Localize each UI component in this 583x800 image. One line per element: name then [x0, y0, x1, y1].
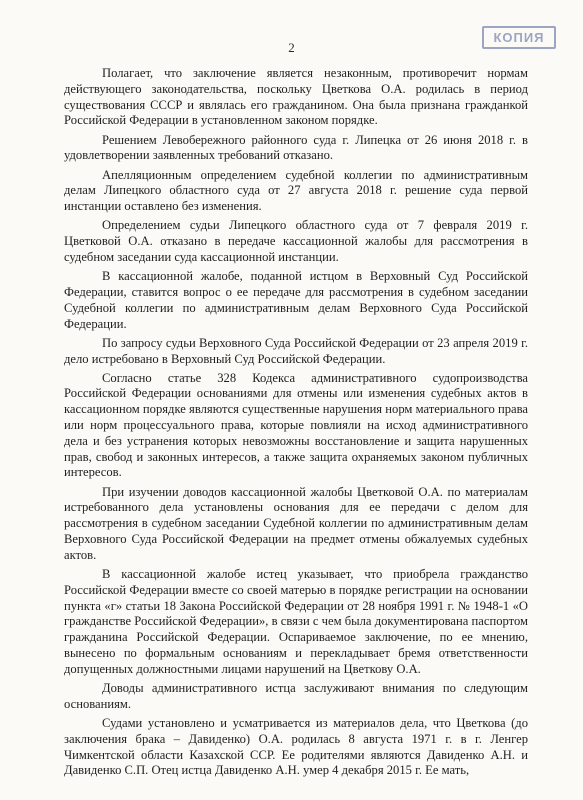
paragraph: Судами установлено и усматривается из материалов дела, что Цветкова (до заключения брака – Давиденко) О.А. родилась 8 августа 1971 г. в г. Ленгер Чимкентской области Казахской ССР. Ее родителями являются Давиденко А.Н. и Давиденко С.П. Отец истца Давиденко А.Н. умер 4 декабря 2015 г. Ее мать, [64, 715, 528, 778]
copy-stamp: КОПИЯ [482, 26, 556, 49]
paragraph: Апелляционным определением судебной коллегии по административным делам Липецкого областного суда от 27 августа 2018 г. решение суда первой инстанции оставлено без изменения. [64, 167, 528, 214]
paragraph: В кассационной жалобе истец указывает, что приобрела гражданство Российской Федерации вместе со своей матерью в порядке регистрации на основании пункта «г» статьи 18 Закона Российской Федерации от 28 ноября 1991 г. № 1948-1 «О гражданстве Российской Федерации», в связи с чем была документирована паспортом гражданина Российской Федерации. Оспариваемое заключение, по ее мнению, вынесено по формальным основаниям и перекладывает бремя ответственности допущенных должностными лицами нарушений на Цветкову О.А. [64, 567, 528, 676]
document-body [64, 66, 528, 783]
paragraph: Доводы административного истца заслуживают внимания по следующим основаниям. [64, 681, 528, 711]
paragraph: Согласно статье 328 Кодекса административного судопроизводства Российской Федерации основаниями для отмены или изменения судебных актов в кассационном порядке являются существенные нарушения норм материального права или норм процессуального права, которые повлияли на исход административного дела и без устранения которых невозможны восстановление и защита нарушенных прав, свобод и законных интересов, а также защита охраняемых законом публичных интересов. [64, 370, 528, 480]
paragraph: При изучении доводов кассационной жалобы Цветковой О.А. по материалам истребованного дела установлены основания для ее передачи с делом для рассмотрения в судебном заседании Судебной коллегии по административным делам Верховного Суда Российской Федерации на предмет отмены обжалуемых судебных актов. [64, 484, 528, 562]
paragraph: Решением Левобережного районного суда г. Липецка от 26 июня 2018 г. в удовлетворении заявленных требований отказано. [64, 132, 528, 163]
page-number: 2 [288, 40, 295, 55]
paragraph: По запросу судьи Верховного Суда Российской Федерации от 23 апреля 2019 г. дело истребовано в Верховный Суд Российской Федерации. [64, 335, 528, 366]
paragraph: Полагает, что заключение является незаконным, противоречит нормам действующего законодательства, поскольку Цветкова О.А. родилась в период существования СССР и являлась его гражданином. Она была признана гражданкой Российской Федерации в установленном законом порядке. [64, 66, 528, 128]
paragraph: В кассационной жалобе, поданной истцом в Верховный Суд Российской Федерации, ставится вопрос о ее передаче для рассмотрения в судебном заседании Судебной коллегии по административным делам Верховного Суда Российской Федерации. [64, 269, 528, 331]
paragraph: Определением судьи Липецкого областного суда от 7 февраля 2019 г. Цветковой О.А. отказано в передаче кассационной жалобы для рассмотрения в судебном заседании суда кассационной инстанции. [64, 218, 528, 264]
